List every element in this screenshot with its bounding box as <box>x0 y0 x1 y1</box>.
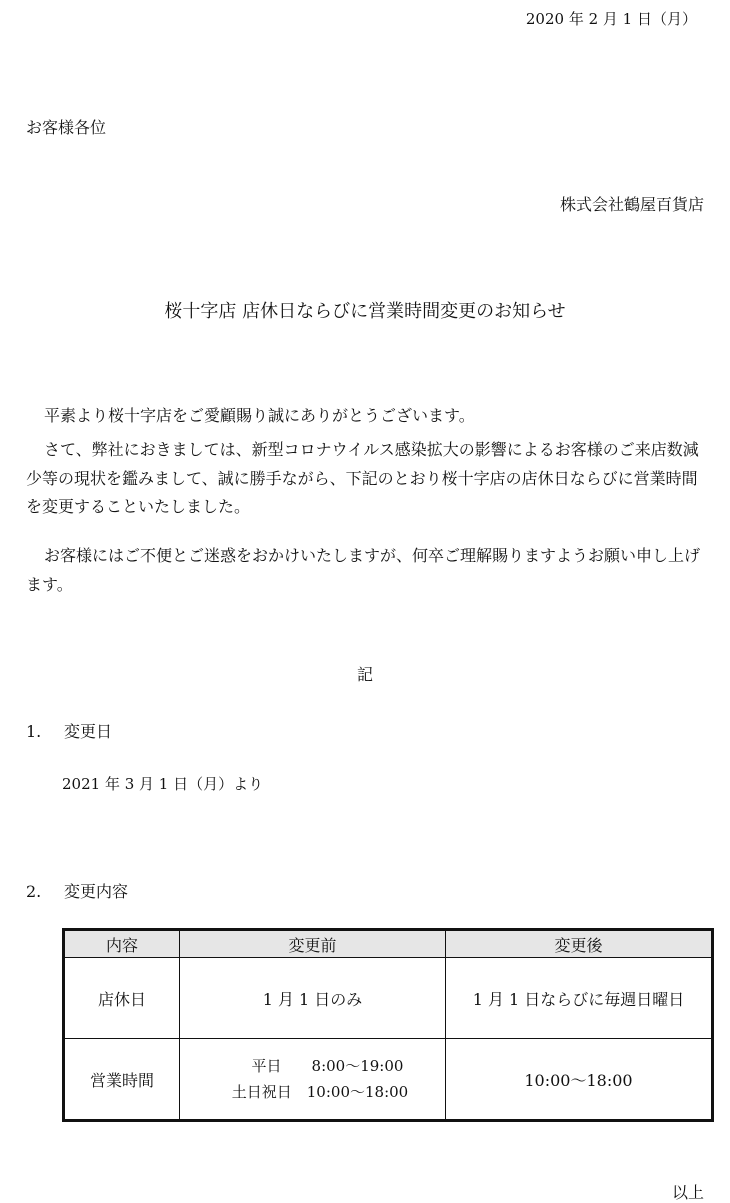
closed-days-before: 1 月 1 日のみ <box>180 958 446 1039</box>
table-header-row <box>64 930 713 958</box>
weekend-hours: 10:00〜18:00 <box>306 1083 409 1101</box>
business-hours-after: 10:00〜18:00 <box>446 1039 713 1121</box>
header-after: 変更後 <box>446 930 713 958</box>
company-name: 株式会社鶴屋百貨店 <box>559 195 704 214</box>
row-label-business-hours: 営業時間 <box>64 1039 180 1121</box>
section-2-title: 変更内容 <box>64 882 129 901</box>
body-paragraph-3 <box>26 542 712 599</box>
weekend-hours-line <box>180 1079 445 1105</box>
section-2-number: 2. <box>26 882 42 901</box>
body-paragraph-3-text: お客様にはご不便とご迷惑をおかけいたしますが、何卒ご理解賜りますようお願い申し上げます。 <box>26 546 701 594</box>
header-content: 内容 <box>64 930 180 958</box>
document-title: 桜十字店 店休日ならびに営業時間変更のお知らせ <box>164 301 566 322</box>
row-label-closed-days: 店休日 <box>64 958 180 1039</box>
weekend-label: 土日祝日 <box>231 1083 292 1101</box>
weekday-hours: 8:00〜19:00 <box>311 1057 404 1075</box>
closing-mark: 以上 <box>671 1183 704 1202</box>
table-row <box>64 958 713 1039</box>
section-1-heading <box>26 719 112 742</box>
section-1-number: 1. <box>26 722 42 741</box>
body-paragraph-2-text: さて、弊社におきましては、新型コロナウイルス感染拡大の影響によるお客様のご来店数減少等の現状を鑑みまして、誠に勝手ながら、下記のとおり桜十字店の店休日ならびに営業時間を変更することいたしました。 <box>26 440 699 516</box>
change-table <box>62 928 714 1122</box>
weekday-label: 平日 <box>251 1057 282 1075</box>
document-date: 2020 年 2 月 1 日（月） <box>525 10 697 28</box>
section-2-heading <box>26 879 128 902</box>
body-paragraph-1 <box>26 402 712 431</box>
section-1-title: 変更日 <box>64 722 113 741</box>
change-date-value: 2021 年 3 月 1 日（月）より <box>62 775 264 793</box>
closed-days-after: 1 月 1 日ならびに毎週日曜日 <box>446 958 713 1039</box>
header-before: 変更前 <box>180 930 446 958</box>
addressee: お客様各位 <box>26 118 107 137</box>
body-paragraph-2 <box>26 436 712 522</box>
weekday-hours-line <box>180 1053 445 1079</box>
ki-heading: 記 <box>356 665 373 684</box>
body-paragraph-1-text: 平素より桜十字店をご愛顧賜り誠にありがとうございます。 <box>44 406 475 425</box>
table-row <box>64 1039 713 1121</box>
business-hours-before <box>180 1039 446 1121</box>
